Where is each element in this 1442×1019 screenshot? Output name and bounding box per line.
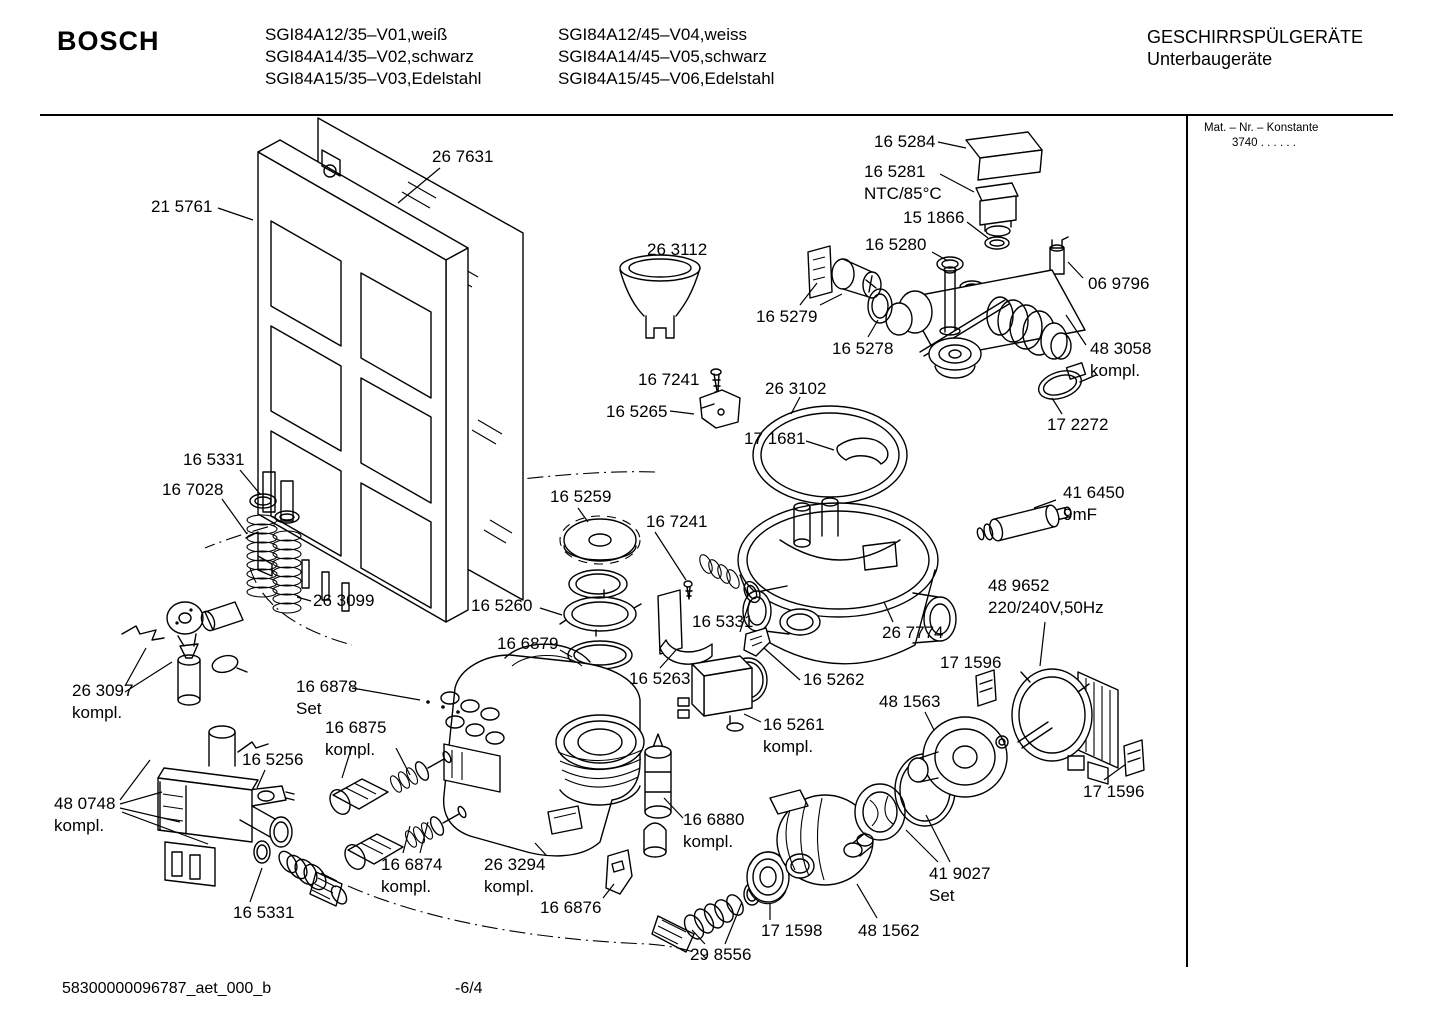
part-label-line: kompl. — [54, 816, 105, 835]
part-label-line: 15 1866 — [903, 208, 965, 227]
part-label-line: 16 5262 — [803, 670, 865, 689]
part-label-line: NTC/85°C — [864, 184, 942, 203]
part-label-line: 17 1596 — [1083, 782, 1145, 801]
part-label-line: 16 7241 — [638, 370, 700, 389]
part-label-line: 17 1596 — [940, 653, 1002, 672]
part-label-line: 26 3294 — [484, 855, 546, 874]
part-label-16-6880 — [683, 809, 744, 853]
part-label-16-5256 — [242, 749, 303, 771]
part-label-line: kompl. — [325, 740, 376, 759]
mat-nr-label: Mat. – Nr. – Konstante — [1204, 122, 1319, 134]
part-label-line: kompl. — [1090, 361, 1141, 380]
part-label-line: 26 3102 — [765, 379, 827, 398]
part-label-line: 48 0748 — [54, 794, 116, 813]
part-label-line: 21 5761 — [151, 197, 213, 216]
part-label-16-7241-screw — [638, 369, 699, 391]
part-label-line: 16 6875 — [325, 718, 387, 737]
part-label-line: 16 5278 — [832, 339, 894, 358]
part-label-16-5280 — [865, 234, 926, 256]
part-label-17-1598 — [761, 920, 822, 942]
part-label-48-3058 — [1090, 338, 1151, 382]
part-label-line: 26 3112 — [647, 240, 708, 259]
part-label-line: 26 3099 — [313, 591, 375, 610]
part-label-16-6878 — [296, 676, 357, 720]
part-label-line: 16 5261 — [763, 715, 825, 734]
part-label-line: 16 5331 — [692, 612, 754, 631]
part-label-16-5281 — [864, 161, 942, 205]
part-label-17-2272 — [1047, 414, 1108, 436]
part-label-16-5261 — [763, 714, 824, 758]
part-label-17-1596-right — [1083, 781, 1144, 803]
part-label-48-1563 — [879, 691, 940, 713]
part-label-line: 16 5331 — [233, 903, 295, 922]
part-label-line: 48 1563 — [879, 692, 941, 711]
part-label-16-5331-top — [183, 449, 244, 471]
part-label-41-6450 — [1063, 482, 1124, 526]
part-label-line: 16 7028 — [162, 480, 224, 499]
part-label-15-1866 — [903, 207, 964, 229]
part-label-line: 26 7631 — [432, 147, 494, 166]
part-label-line: 220/240V,50Hz — [988, 598, 1104, 617]
part-label-16-6876 — [540, 897, 601, 919]
part-label-16-6874 — [381, 854, 442, 898]
part-label-16-7028 — [162, 479, 223, 501]
part-label-line: kompl. — [763, 737, 814, 756]
part-label-line: Set — [929, 886, 955, 905]
part-label-26-3097 — [72, 680, 133, 724]
model-line: SGI84A15/45–V06,Edelstahl — [558, 69, 775, 88]
part-label-26-3099 — [313, 590, 374, 612]
part-label-line: 9mF — [1063, 505, 1097, 524]
part-label-16-5279 — [756, 306, 817, 328]
part-label-line: 16 6876 — [540, 898, 602, 917]
part-label-16-5331-mid — [692, 611, 753, 633]
part-label-line: 41 9027 — [929, 864, 991, 883]
part-label-line: 41 6450 — [1063, 483, 1125, 502]
document-id: 58300000096787_aet_000_b — [62, 980, 272, 997]
part-label-16-5331-bottom — [233, 902, 294, 924]
part-label-line: 48 9652 — [988, 576, 1050, 595]
model-line: SGI84A12/35–V01,weiß — [265, 25, 448, 44]
part-label-line: 29 8556 — [690, 945, 752, 964]
part-label-line: 17 2272 — [1047, 415, 1109, 434]
part-label-line: kompl. — [683, 832, 734, 851]
part-label-line: 16 5256 — [242, 750, 304, 769]
part-label-16-5260 — [471, 595, 532, 617]
part-label-41-9027 — [929, 863, 990, 907]
part-label-line: kompl. — [72, 703, 123, 722]
part-label-line: 16 7241 — [646, 512, 708, 531]
part-label-line: 16 6878 — [296, 677, 358, 696]
part-label-16-5263 — [629, 668, 690, 690]
part-label-48-0748 — [54, 793, 115, 837]
category-title: GESCHIRRSPÜLGERÄTE — [1147, 27, 1364, 47]
part-label-line: 17 1598 — [761, 921, 823, 940]
part-label-16-7241-spring — [646, 511, 707, 533]
part-label-29-8556 — [690, 944, 751, 966]
model-line: SGI84A14/45–V05,schwarz — [558, 47, 767, 66]
part-label-line: 16 5259 — [550, 487, 612, 506]
model-line: SGI84A14/35–V02,schwarz — [265, 47, 474, 66]
part-label-line: 48 1562 — [858, 921, 920, 940]
part-label-line: 17 1681 — [744, 429, 806, 448]
part-label-line: 16 6880 — [683, 810, 745, 829]
part-label-line: 06 9796 — [1088, 274, 1150, 293]
part-label-26-3294 — [484, 854, 545, 898]
bosch-logo: BOSCH — [57, 26, 160, 56]
part-label-48-1562 — [858, 920, 919, 942]
part-label-26-3112 — [647, 239, 707, 261]
part-label-16-6875 — [325, 717, 386, 761]
part-label-line: 16 5263 — [629, 669, 691, 688]
part-label-16-5278 — [832, 338, 893, 360]
part-label-26-7774 — [882, 622, 943, 644]
part-label-line: 16 5331 — [183, 450, 245, 469]
part-label-line: 26 3097 — [72, 681, 134, 700]
part-label-16-6879 — [497, 633, 558, 655]
part-label-line: 16 5280 — [865, 235, 927, 254]
part-label-line: kompl. — [484, 877, 535, 896]
part-label-line: 16 5260 — [471, 596, 533, 615]
part-label-17-1681 — [744, 428, 805, 450]
part-label-16-5265 — [606, 401, 667, 423]
part-label-line: 16 5284 — [874, 132, 936, 151]
part-label-16-5284 — [874, 131, 935, 153]
part-label-16-5262 — [803, 669, 864, 691]
part-label-48-9652 — [988, 575, 1104, 619]
part-label-21-5761 — [151, 196, 212, 218]
part-label-26-7631 — [432, 146, 493, 168]
part-label-line: 16 6874 — [381, 855, 443, 874]
part-label-line: kompl. — [381, 877, 432, 896]
part-label-line: 48 3058 — [1090, 339, 1152, 358]
model-line: SGI84A12/45–V04,weiss — [558, 25, 748, 44]
part-label-line: 16 5265 — [606, 402, 668, 421]
part-label-17-1596-left — [940, 652, 1001, 674]
part-label-line: 26 7774 — [882, 623, 944, 642]
category-subtitle: Unterbaugeräte — [1147, 49, 1273, 69]
part-label-16-5259 — [550, 486, 611, 508]
mat-nr-value: 3740 . . . . . . — [1232, 137, 1296, 149]
part-label-26-3102 — [765, 378, 826, 400]
part-label-line: 16 6879 — [497, 634, 559, 653]
part-label-line: 16 5279 — [756, 307, 818, 326]
part-label-06-9796 — [1088, 273, 1149, 295]
part-label-line: Set — [296, 699, 322, 718]
part-label-line: 16 5281 — [864, 162, 926, 181]
model-line: SGI84A15/35–V03,Edelstahl — [265, 69, 482, 88]
page-number: -6/4 — [455, 980, 483, 997]
